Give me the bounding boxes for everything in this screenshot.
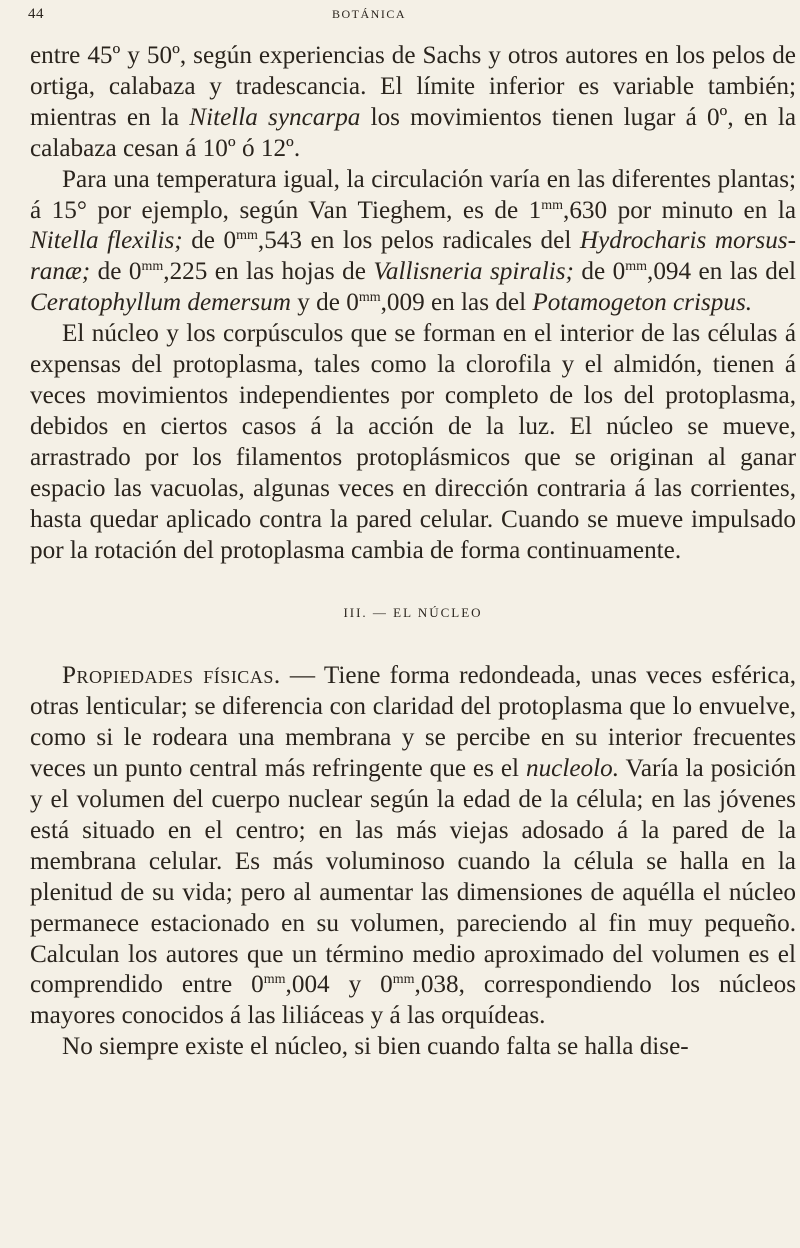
taxon-name: Hydrocharis morsus-ranæ;: [30, 227, 796, 286]
taxon-name: Ceratophyllum demersum: [30, 289, 291, 317]
unit-superscript: mm: [541, 197, 564, 213]
running-title: BOTÁNICA: [332, 7, 406, 21]
unit-superscript: mm: [392, 972, 415, 988]
paragraph-nucleus-movement: El núcleo y los corpúsculos que se forman en el interior de las células á expensas del protoplasma, tales como la clorofila y el almidón, tienen á veces movimientos independientes por completo de los del protoplasma, debidos en ciertos casos á la acción de la luz. El núcleo se mueve, arrastrado por los filamentos protoplásmicos que se originan al ganar espacio las vacuolas, algunas veces en dirección contraria á las corrientes, hasta quedar aplicado contra la pared celular. Cuando se mueve impulsado por la rotación del protoplasma cambia de forma continuamente.: [30, 320, 796, 564]
unit-superscript: mm: [236, 228, 258, 244]
body-text: [30, 41, 796, 1063]
paragraph-circulation-speeds: Para una temperatura igual, la circulación varía en las diferentes plantas; á 15° por ejemplo, según Van Tieghem, es de $1^{mm},630$ por minuto en la Nitella flexilis; de $0^{mm},543$ en los pelos radicales del Hydrocharis morsus-ranæ; de $0^{mm},225$ en las hojas de Vallisneria spiralis; de $0^{mm},094$ en las del Ceratophyllum demersum y de $0^{mm},009$ en las del Potamogeton crispus.: [30, 165, 796, 317]
unit-superscript: mm: [625, 259, 648, 275]
unit-superscript: mm: [141, 259, 164, 275]
running-head: [28, 6, 770, 28]
term-nucleolo: nucleolo.: [525, 755, 619, 783]
paragraph-temperature-limits: entre 45º y 50º, según experiencias de Sachs y otros autores en los pelos de ortiga, calabaza y tradescancia. El límite inferior es variable también; mientras en la Nitella syncarpa los movimientos tienen lugar á 0º, en la calabaza cesan á 10º ó 12º.: [30, 42, 797, 162]
page-number: 44: [28, 6, 44, 22]
taxon-name: Nitella flexilis;: [30, 227, 183, 255]
paragraph-nucleus-absence: No siempre existe el núcleo, si bien cuando falta se halla dise-: [62, 1033, 689, 1061]
paragraph-physical-properties: Propiedades físicas. — Tiene forma redondeada, unas veces esférica, otras lenticular; se diferencia con claridad del protoplasma que lo envuelve, como si le rodeara una membrana y se percibe en su interior frecuentes veces un punto central más refringente que es el nucleolo. Varía la posición y el volumen del cuerpo nuclear según la edad de la célula; en las jóvenes está situado en el centro; en las más viejas adosado á la pared de la membrana celular. Es más voluminoso cuando la célula se halla en la plenitud de su vida; pero al aumentar las dimensiones de aquélla el núcleo permanece estacionado en su volumen, pareciendo al fin muy pequeño. Calculan los autores que un término medio aproximado del volumen es el comprendido entre $0^{mm},004$ y $0^{mm},038$, correspondiendo los núcleos mayores conocidos á las liliáceas y á las orquídeas.: [30, 662, 797, 1030]
section-heading: III. — EL NÚCLEO: [343, 605, 483, 621]
paragraph-lead-in: Propiedades físicas.: [62, 662, 281, 690]
unit-superscript: mm: [263, 972, 286, 988]
taxon-name: Vallisneria spiralis;: [373, 258, 574, 286]
taxon-name: Nitella syncarpa: [189, 103, 361, 131]
unit-superscript: mm: [358, 290, 381, 306]
taxon-name: Potamogeton crispus.: [532, 289, 753, 317]
